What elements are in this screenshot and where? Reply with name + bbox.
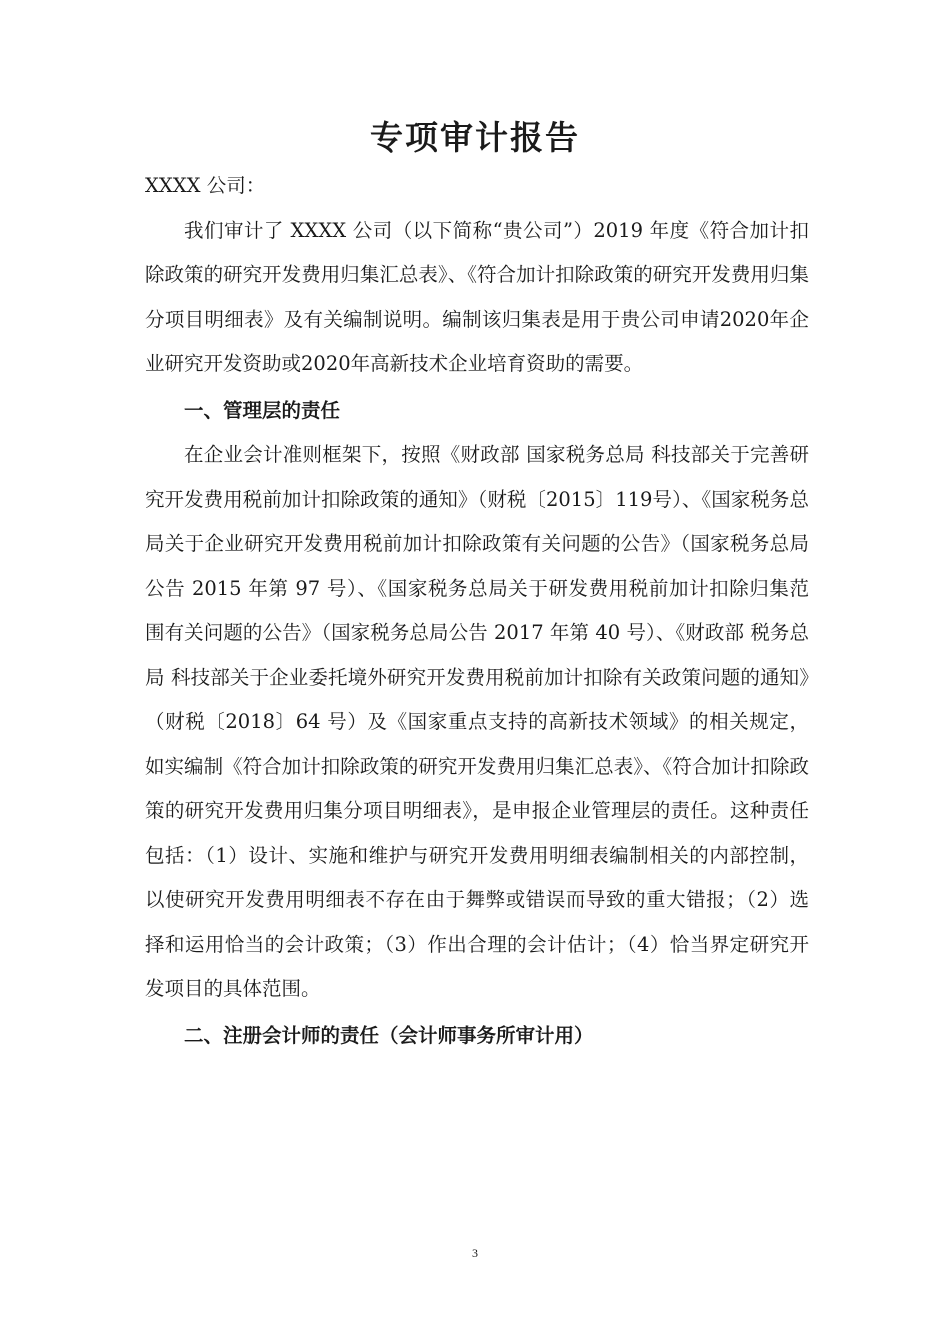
section-heading-auditor: 二、注册会计师的责任（会计师事务所审计用）: [184, 1023, 594, 1047]
salutation: XXXX 公司：: [145, 174, 266, 197]
page-number: 3: [472, 1246, 478, 1260]
intro-paragraph: 我们审计了 XXXX 公司（以下简称“贵公司”）2019 年度《符合加计扣除政策的研究开发费用归集汇总表》、《符合加计扣除政策的研究开发费用归集分项目明细表》及有关编制说明。编制该归集表是用于贵公司申请2020年企业研究开发资助或2020年高新技术企业培育资助的需要。: [145, 218, 809, 375]
page-title: 专项审计报告: [370, 118, 580, 157]
document-body: [145, 164, 809, 1058]
management-responsibility-paragraph: 在企业会计准则框架下，按照《财政部 国家税务总局 科技部关于完善研究开发费用税前加计扣除政策的通知》（财税〔2015〕119号）、《国家税务总局关于企业研究开发费用税前加计扣除政策有关问题的公告》（国家税务总局公告 2015 年第 97 号）、《国家税务总局关于研发费用税前加计扣除归集范围有关问题的公告》（国家税务总局公告 2017 年第 40 号）、《财政部 税务总局 科技部关于企业委托境外研究开发费用税前加计扣除有关政策问题的通知》（财税〔2018〕64 号）及《国家重点支持的高新技术领域》的相关规定，如实编制《符合加计扣除政策的研究开发费用归集汇总表》、《符合加计扣除政策的研究开发费用归集分项目明细表》，是申报企业管理层的责任。这种责任包括：（1）设计、实施和维护与研究开发费用明细表编制相关的内部控制，以使研究开发费用明细表不存在由于舞弊或错误而导致的重大错报；（2）选择和运用恰当的会计政策；（3）作出合理的会计估计；（4）恰当界定研究开发项目的具体范围。: [145, 443, 809, 1000]
section-heading-management: 一、管理层的责任: [184, 398, 341, 422]
